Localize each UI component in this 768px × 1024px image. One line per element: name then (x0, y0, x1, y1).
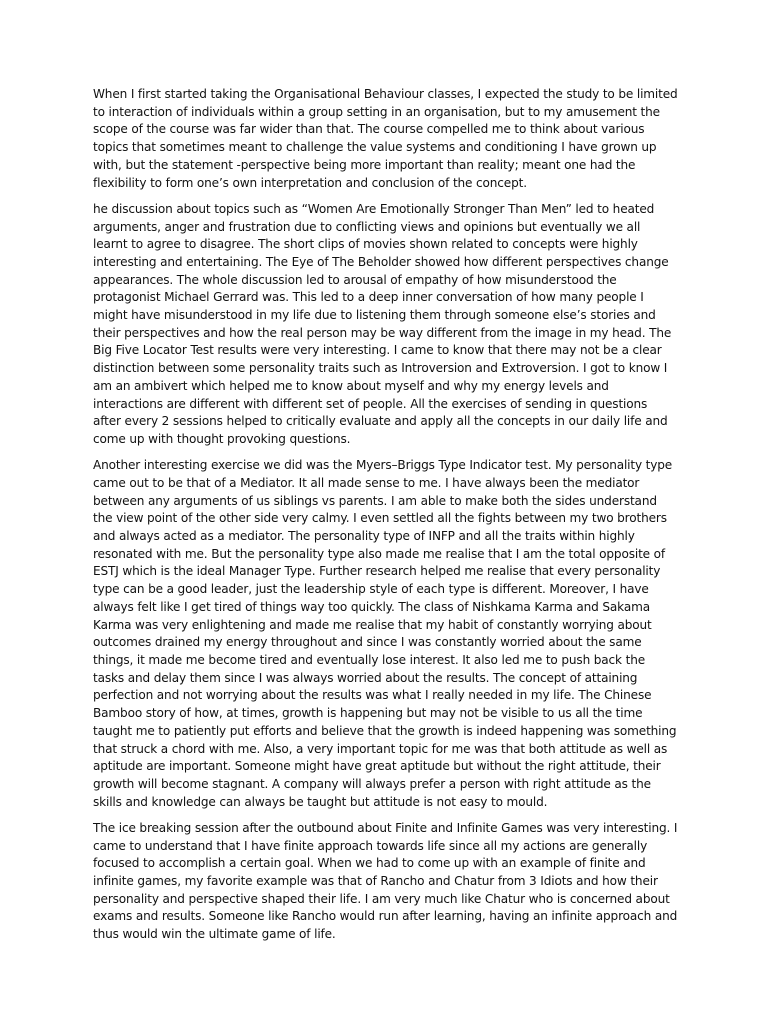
paragraph-4: The ice breaking session after the outbound about Finite and Infinite Games was very interesting. I came to understand that I have finite approach towards life since all my actions are generally focused to accomplish a certain goal. When we had to come up with an example of finite and infinite games, my favorite example was that of Rancho and Chatur from 3 Idiots and how their personality and perspective shaped their life. I am very much like Chatur who is concerned about exams and results. Someone like Rancho would run after learning, having an infinite approach and thus would win the ultimate game of life. (93, 820, 678, 942)
document-page (93, 86, 678, 952)
paragraph-2: he discussion about topics such as “Women Are Emotionally Stronger Than Men” led to heated arguments, anger and frustration due to conflicting views and opinions but eventually we all learnt to agree to disagree. The short clips of movies shown related to concepts were highly interesting and entertaining. The Eye of The Beholder showed how different perspectives change appearances. The whole discussion led to arousal of empathy of how misunderstood the protagonist Michael Gerrard was. This led to a deep inner conversation of how many people I might have misunderstood in my life due to listening them through someone else’s stories and their perspectives and how the real person may be way different from the image in my head. The Big Five Locator Test results were very interesting. I came to know that there may not be a clear distinction between some personality traits such as Introversion and Extroversion. I got to know I am an ambivert which helped me to know about myself and why my energy levels and interactions are different with different set of people. All the exercises of sending in questions after every 2 sessions helped to critically evaluate and apply all the concepts in our daily life and come up with thought provoking questions. (93, 201, 672, 446)
paragraph-3: Another interesting exercise we did was the Myers–Briggs Type Indicator test. My personality type came out to be that of a Mediator. It all made sense to me. I have always been the mediator between any arguments of us siblings vs parents. I am able to make both the sides understand the view point of the other side very calmy. I even settled all the fights between my two brothers and always acted as a mediator. The personality type of INFP and all the traits within highly resonated with me. But the personality type also made me realise that I am the total opposite of ESTJ which is the ideal Manager Type. Further research helped me realise that every personality type can be a good leader, just the leadership style of each type is different. Moreover, I have always felt like I get tired of things way too quickly. The class of Nishkama Karma and Sakama Karma was very enlightening and made me realise that my habit of constantly worrying about outcomes drained my energy throughout and since I was constantly worried about the same things, it made me become tired and eventually lose interest. It also led me to push back the tasks and delay them since I was always worried about the results. The concept of attaining perfection and not worrying about the results was what I really needed in my life. The Chinese Bamboo story of how, at times, growth is happening but may not be visible to us all the time taught me to patiently put efforts and believe that the growth is indeed happening was something that struck a chord with me. Also, a very important topic for me was that both attitude as well as aptitude are important. Someone might have great aptitude but without the right attitude, their growth will become stagnant. A company will always prefer a person with right attitude as the skills and knowledge can always be taught but attitude is not easy to mould. (93, 458, 677, 809)
paragraph-1: When I first started taking the Organisational Behaviour classes, I expected the study to be limited to interaction of individuals within a group setting in an organisation, but to my amusement the scope of the course was far wider than that. The course compelled me to think about various topics that sometimes meant to challenge the value systems and conditioning I have grown up with, but the statement -perspective being more important than reality; meant one had the flexibility to form one’s own interpretation and conclusion of the concept. (93, 87, 678, 190)
